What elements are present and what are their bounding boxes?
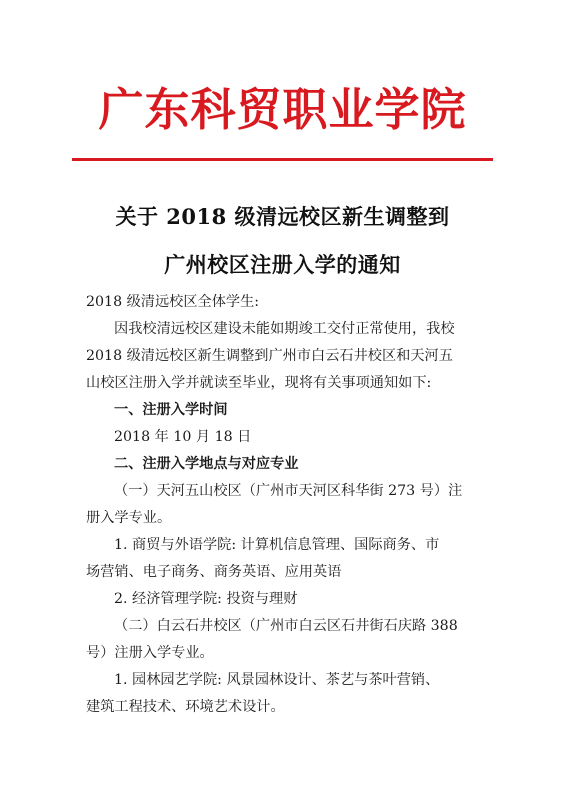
notice-title-line-2: 广州校区注册入学的通知 [164,252,401,277]
header-divider [72,158,493,161]
salutation: 2018 级清远校区全体学生: [86,294,260,310]
list-item: 1. 园林园艺学院: 风景园林设计、茶艺与茶叶营销、 [114,672,440,688]
paragraph-line: （一）天河五山校区（广州市天河区科华街 273 号）注 [114,483,463,499]
section-heading: 二、注册入学地点与对应专业 [114,456,299,472]
section-heading: 一、注册入学时间 [114,402,228,418]
paragraph-line: 号）注册入学专业。 [86,645,214,661]
list-item: 2. 经济管理学院: 投资与理财 [114,591,298,607]
list-item-continuation: 场营销、电子商务、商务英语、应用英语 [86,564,342,580]
notice-title-line-1: 关于 2018 级清远校区新生调整到 [115,204,450,229]
list-item-continuation: 建筑工程技术、环境艺术设计。 [86,699,285,715]
paragraph-line: 册入学专业。 [86,510,172,526]
paragraph-line: 因我校清远校区建设未能如期竣工交付正常使用，我校 [114,321,455,337]
paragraph-line: 山校区注册入学并就读至毕业，现将有关事项通知如下: [86,375,432,391]
paragraph-line: 2018 级清远校区新生调整到广州市白云石井校区和天河五 [86,348,453,364]
notice-body [86,289,496,721]
paragraph-line: （二）白云石井校区（广州市白云区石井街石庆路 388 [114,618,458,634]
institution-header: 广东科贸职业学院 [98,83,467,136]
list-item: 1. 商贸与外语学院: 计算机信息管理、国际商务、市 [114,537,440,553]
date-line: 2018 年 10 月 18 日 [114,429,252,445]
